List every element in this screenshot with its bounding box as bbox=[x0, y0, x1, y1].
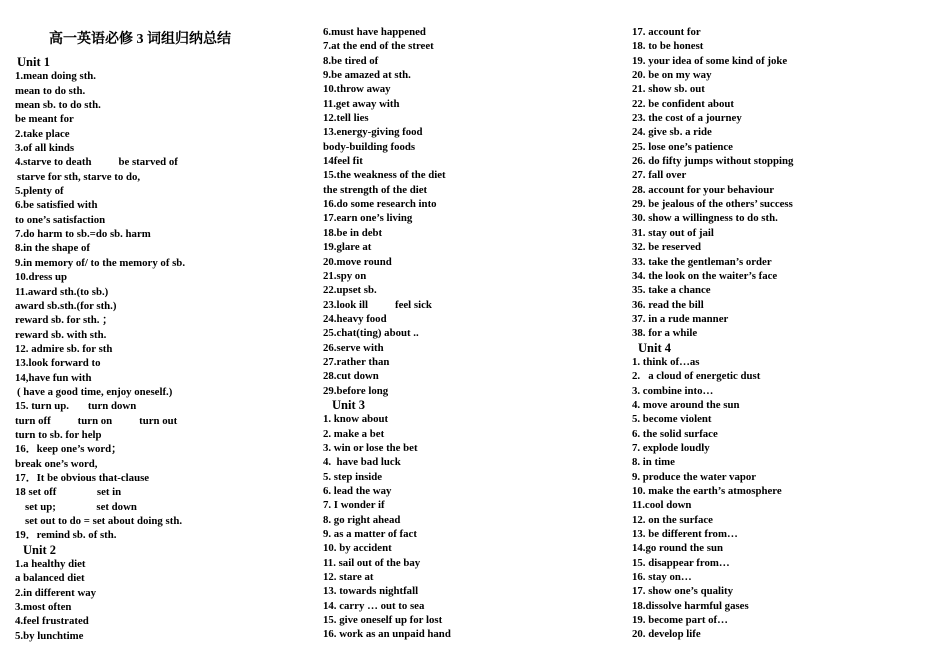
phrase-line: 10.dress up bbox=[15, 271, 68, 284]
phrase-line: 22.upset sb. bbox=[323, 284, 377, 297]
unit-heading: Unit 4 bbox=[638, 340, 671, 355]
phrase-line: 5.by lunchtime bbox=[15, 629, 84, 642]
phrase-line: 24.heavy food bbox=[323, 312, 387, 325]
phrase-line: 35. take a chance bbox=[632, 284, 711, 297]
phrase-line: 13. be different from… bbox=[632, 528, 738, 541]
phrase-line: reward sb. with sth. bbox=[15, 328, 107, 341]
column-2 bbox=[323, 25, 623, 642]
phrase-line: 15.the weakness of the diet bbox=[323, 169, 446, 182]
phrase-line: 1.mean doing sth. bbox=[15, 70, 96, 83]
phrase-line: 20. develop life bbox=[632, 628, 701, 641]
phrase-line: a balanced diet bbox=[15, 572, 85, 585]
phrase-line: 12. on the surface bbox=[632, 513, 713, 526]
phrase-line: 37. in a rude manner bbox=[632, 312, 729, 325]
phrase-line: 13.energy-giving food bbox=[323, 126, 423, 139]
phrase-line: turn to sb. for help bbox=[15, 428, 102, 441]
phrase-line: 21.spy on bbox=[323, 269, 367, 282]
phrase-line: 5. become violent bbox=[632, 413, 712, 426]
phrase-line: 11.get away with bbox=[323, 97, 400, 110]
phrase-line: 23.look ill feel sick bbox=[323, 298, 432, 311]
phrase-line: 23. the cost of a journey bbox=[632, 112, 742, 125]
phrase-line: 27. fall over bbox=[632, 169, 687, 182]
phrase-line: 21. show sb. out bbox=[632, 83, 705, 96]
phrase-line: 17. account for bbox=[632, 26, 701, 38]
phrase-line: 22. be confident about bbox=[632, 97, 734, 110]
phrase-line: 18.dissolve harmful gases bbox=[632, 599, 749, 612]
phrase-line: 27.rather than bbox=[323, 355, 390, 368]
phrase-line: 4.starve to death be starved of bbox=[15, 156, 178, 169]
phrase-line: 2. a cloud of energetic dust bbox=[632, 370, 761, 383]
phrase-line: 8.be tired of bbox=[323, 54, 379, 67]
phrase-line: 17．It be obvious that-clause bbox=[15, 471, 150, 484]
phrase-line: 34. the look on the waiter’s face bbox=[632, 269, 778, 282]
phrase-line: 29. be jealous of the others’ success bbox=[632, 198, 793, 211]
phrase-line: 16. work as an unpaid hand bbox=[323, 628, 451, 641]
phrase-line: be meant for bbox=[15, 113, 74, 126]
phrase-line: 7.at the end of the street bbox=[323, 40, 434, 53]
phrase-line: 20. be on my way bbox=[632, 69, 712, 82]
phrase-line: 16. stay on… bbox=[632, 571, 692, 584]
phrase-line: 14feel fit bbox=[323, 155, 363, 168]
phrase-line: award sb.sth.(for sth.) bbox=[15, 299, 117, 312]
phrase-line: 4. move around the sun bbox=[632, 398, 740, 411]
phrase-line: 14. carry … out to sea bbox=[323, 599, 425, 612]
phrase-line: 19．remind sb. of sth. bbox=[15, 529, 117, 542]
phrase-line: 18 set off set in bbox=[15, 486, 122, 499]
phrase-line: 6. lead the way bbox=[323, 485, 392, 497]
phrase-line: 7. explode loudly bbox=[632, 441, 710, 454]
unit-heading: Unit 1 bbox=[17, 55, 50, 69]
phrase-line: 36. read the bill bbox=[632, 298, 704, 311]
phrase-line: 15. give oneself up for lost bbox=[323, 614, 443, 627]
phrase-line: 28.cut down bbox=[323, 370, 379, 383]
phrase-line: 2.in different way bbox=[15, 586, 97, 599]
phrase-line: 3.of all kinds bbox=[15, 142, 75, 155]
phrase-line: 8. in time bbox=[632, 456, 675, 469]
phrase-line: 20.move round bbox=[323, 255, 392, 268]
phrase-line: 12. stare at bbox=[323, 571, 374, 584]
phrase-line: 26.serve with bbox=[323, 341, 384, 354]
phrase-line: 16.do some research into bbox=[323, 198, 437, 211]
phrase-line: 3.most often bbox=[15, 601, 72, 614]
phrase-line: break one’s word, bbox=[15, 457, 98, 470]
phrase-line: 15. turn up. turn down bbox=[15, 400, 137, 413]
phrase-line: 10. by accident bbox=[323, 542, 392, 555]
phrase-line: 11. sail out of the bay bbox=[323, 556, 421, 569]
phrase-line: 11.cool down bbox=[632, 499, 692, 512]
phrase-line: body-building foods bbox=[323, 140, 416, 153]
phrase-line: mean to do sth. bbox=[15, 84, 86, 97]
phrase-line: 9. as a matter of fact bbox=[323, 528, 417, 541]
phrase-line: reward sb. for sth. ； bbox=[15, 314, 113, 327]
phrase-line: 13.look forward to bbox=[15, 357, 101, 370]
phrase-line: 9.be amazed at sth. bbox=[323, 69, 411, 82]
phrase-line: 26. do fifty jumps without stopping bbox=[632, 155, 794, 168]
page-title: 高一英语必修 3 词组归纳总结 bbox=[49, 32, 231, 47]
phrase-line: 19. your idea of some kind of joke bbox=[632, 54, 788, 67]
phrase-line: 7.do harm to sb.=do sb. harm bbox=[15, 228, 151, 241]
phrase-line: 28. account for your behaviour bbox=[632, 183, 775, 196]
phrase-line: 17.earn one’s living bbox=[323, 212, 413, 225]
phrase-line: 24. give sb. a ride bbox=[632, 126, 712, 139]
phrase-line: 10. make the earth’s atmosphere bbox=[632, 485, 782, 497]
phrase-line: to one’s satisfaction bbox=[15, 213, 106, 226]
phrase-line: 31. stay out of jail bbox=[632, 226, 714, 239]
phrase-line: 19. become part of… bbox=[632, 614, 728, 627]
phrase-line: 12. admire sb. for sth bbox=[15, 342, 113, 355]
phrase-line: 2.take place bbox=[15, 127, 70, 140]
phrase-line: starve for sth, starve to do, bbox=[17, 170, 141, 183]
phrase-line: the strength of the diet bbox=[323, 183, 428, 196]
phrase-line: 30. show a willingness to do sth. bbox=[632, 212, 778, 225]
phrase-line: 8.in the shape of bbox=[15, 242, 90, 255]
unit-heading: Unit 3 bbox=[332, 397, 365, 412]
phrase-line: 14.go round the sun bbox=[632, 542, 724, 555]
unit-heading: Unit 2 bbox=[23, 542, 56, 557]
phrase-line: 5.plenty of bbox=[15, 185, 64, 198]
phrase-line: 6.must have happened bbox=[323, 26, 426, 38]
phrase-line: 1. think of…as bbox=[632, 355, 700, 368]
phrase-line: 18. to be honest bbox=[632, 40, 704, 53]
phrase-line: 7. I wonder if bbox=[323, 499, 385, 512]
phrase-line: set out to do = set about doing sth. bbox=[25, 515, 183, 527]
phrase-line: 19.glare at bbox=[323, 241, 372, 254]
phrase-line: 38. for a while bbox=[632, 327, 698, 340]
phrase-line: 1. know about bbox=[323, 413, 389, 426]
phrase-line: 3. combine into… bbox=[632, 384, 714, 397]
phrase-line: 4. have bad luck bbox=[323, 456, 401, 469]
phrase-line: 8. go right ahead bbox=[323, 513, 401, 526]
phrase-line: 14,have fun with bbox=[15, 371, 92, 384]
phrase-line: turn off turn on turn out bbox=[15, 414, 178, 427]
phrase-line: 17. show one’s quality bbox=[632, 585, 733, 598]
phrase-line: 10.throw away bbox=[323, 83, 391, 96]
phrase-line: 32. be reserved bbox=[632, 241, 702, 254]
phrase-line: 4.feel frustrated bbox=[15, 615, 89, 628]
phrase-line: 6. the solid surface bbox=[632, 427, 718, 440]
phrase-line: 5. step inside bbox=[323, 470, 383, 483]
phrase-line: ( have a good time, enjoy oneself.) bbox=[17, 385, 173, 398]
phrase-line: 9. produce the water vapor bbox=[632, 470, 757, 483]
phrase-line: 25.chat(ting) about .. bbox=[323, 327, 419, 340]
column-1 bbox=[15, 25, 315, 643]
phrase-line: 9.in memory of/ to the memory of sb. bbox=[15, 256, 186, 269]
phrase-line: 13. towards nightfall bbox=[323, 585, 419, 598]
phrase-line: 18.be in debt bbox=[323, 226, 383, 239]
phrase-line: 1.a healthy diet bbox=[15, 558, 86, 571]
phrase-line: 29.before long bbox=[323, 384, 389, 397]
phrase-line: 2. make a bet bbox=[323, 427, 385, 440]
phrase-line: 25. lose one’s patience bbox=[632, 140, 733, 153]
phrase-line: 3. win or lose the bet bbox=[323, 441, 418, 454]
phrase-line: 16．keep one’s word； bbox=[15, 443, 122, 456]
column-3 bbox=[632, 25, 942, 642]
phrase-line: 33. take the gentleman’s order bbox=[632, 255, 772, 268]
phrase-line: 12.tell lies bbox=[323, 112, 369, 125]
phrase-line: set up; set down bbox=[25, 500, 137, 513]
phrase-line: 15. disappear from… bbox=[632, 556, 730, 569]
phrase-line: mean sb. to do sth. bbox=[15, 99, 101, 112]
phrase-line: 11.award sth.(to sb.) bbox=[15, 285, 109, 298]
phrase-line: 6.be satisfied with bbox=[15, 199, 98, 212]
